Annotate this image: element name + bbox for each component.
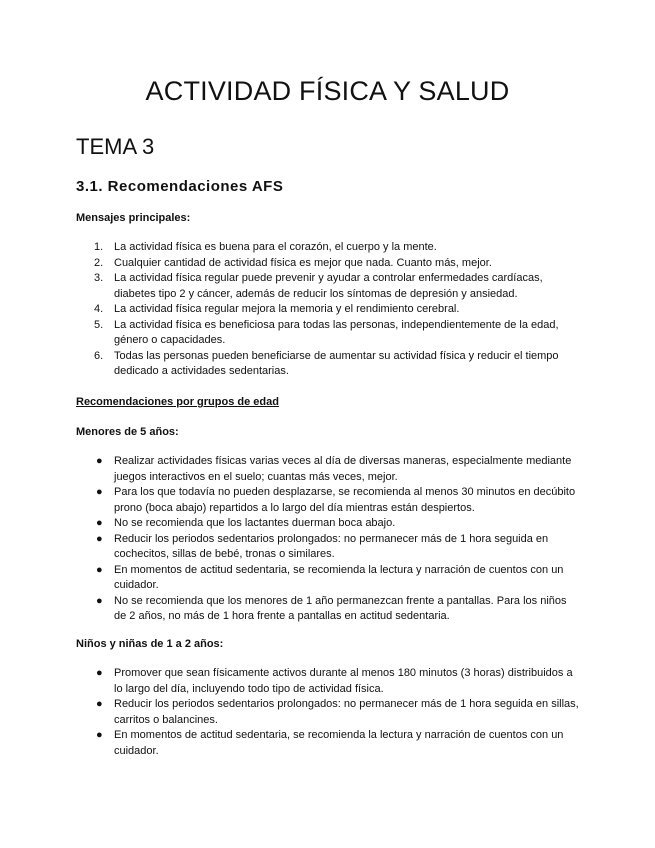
list-item-text: En momentos de actitud sedentaria, se recomienda la lectura y narración de cuentos con un cuidador. <box>114 563 564 591</box>
list-item-text: Reducir los periodos sedentarios prolongados: no permanecer más de 1 hora seguida en sillas, carritos o balancines. <box>114 698 579 726</box>
list-item-text: La actividad física es buena para el corazón, el cuerpo y la mente. <box>114 241 437 253</box>
document-title: ACTIVIDAD FÍSICA Y SALUD <box>145 76 510 106</box>
list-item <box>76 271 581 302</box>
list-item <box>76 485 581 516</box>
list-item <box>76 240 581 256</box>
list-number: 2. <box>94 256 104 269</box>
bullet-icon: ● <box>96 517 103 529</box>
ninos12-block <box>76 638 581 759</box>
mensajes-label: Mensajes principales: <box>76 212 191 224</box>
list-item <box>76 532 581 563</box>
list-item <box>76 697 581 728</box>
bullet-icon: ● <box>96 729 103 741</box>
list-item <box>76 454 581 485</box>
list-item <box>76 594 581 625</box>
list-item-text: Todas las personas pueden beneficiarse de aumentar su actividad física y reducir el tiempo dedicado a actividades sedentarias. <box>114 349 559 377</box>
bullet-icon: ● <box>96 563 103 576</box>
tema-heading: TEMA 3 <box>76 134 155 159</box>
ninos12-list <box>76 666 581 759</box>
list-item-text: En momentos de actitud sedentaria, se recomienda la lectura y narración de cuentos con un cuidador. <box>114 729 564 757</box>
list-item <box>76 516 581 532</box>
list-item <box>76 302 581 318</box>
recomendaciones-heading: Recomendaciones por grupos de edad <box>76 396 279 408</box>
list-number: 6. <box>94 349 104 362</box>
menores5-label: Menores de 5 años: <box>76 426 179 438</box>
bullet-icon: ● <box>96 667 103 679</box>
list-item <box>76 563 581 594</box>
bullet-icon: ● <box>96 532 103 545</box>
list-item <box>76 256 581 272</box>
list-number: 4. <box>94 303 104 315</box>
list-item-text: Reducir los periodos sedentarios prolongados: no permanecer más de 1 hora seguida en cochecitos, sillas de bebé, tronas o similares. <box>114 532 549 560</box>
list-item-text: La actividad física regular puede prevenir y ayudar a controlar enfermedades cardíacas, diabetes tipo 2 y cáncer, además de reducir los síntomas de depresión y ansiedad. <box>114 272 543 300</box>
list-item-text: Cualquier cantidad de actividad física es mejor que nada. Cuanto más, mejor. <box>114 256 492 269</box>
mensajes-block <box>76 212 581 380</box>
list-item <box>76 318 581 349</box>
section-heading: 3.1. Recomendaciones AFS <box>76 178 284 195</box>
list-item-text: Realizar actividades físicas varias veces al día de diversas maneras, especialmente mediante juegos interactivos en el suelo; cuantas más veces, mejor. <box>114 455 572 483</box>
ninos12-label: Niños y niñas de 1 a 2 años: <box>76 638 224 650</box>
bullet-icon: ● <box>96 698 103 710</box>
bullet-icon: ● <box>96 486 103 498</box>
list-item-text: Para los que todavía no pueden desplazarse, se recomienda al menos 30 minutos en decúbito prono (boca abajo) repartidos a lo largo del día mientras están despiertos. <box>114 486 576 514</box>
list-number: 3. <box>94 272 104 284</box>
list-number: 1. <box>94 241 104 253</box>
list-item <box>76 666 581 697</box>
bullet-icon: ● <box>96 455 103 467</box>
list-item <box>76 349 581 380</box>
list-item-text: La actividad física es beneficiosa para todas las personas, independientemente de la edad, género o capacidades. <box>114 318 559 346</box>
list-item-text: No se recomienda que los lactantes duerman boca abajo. <box>114 517 396 529</box>
menores5-block <box>76 426 581 625</box>
list-number: 5. <box>94 318 104 331</box>
bullet-icon: ● <box>96 594 103 607</box>
mensajes-list <box>76 240 581 380</box>
list-item-text: La actividad física regular mejora la memoria y el rendimiento cerebral. <box>114 303 460 315</box>
list-item-text: No se recomienda que los menores de 1 año permanezcan frente a pantallas. Para los niños de 2 años, no más de 1 hora frente a pantallas en actitud sedentaria. <box>114 594 567 622</box>
menores5-list <box>76 454 581 625</box>
list-item-text: Promover que sean físicamente activos durante al menos 180 minutos (3 horas) distribuidos a lo largo del día, incluyendo todo tipo de actividad física. <box>114 667 573 695</box>
list-item <box>76 728 581 759</box>
